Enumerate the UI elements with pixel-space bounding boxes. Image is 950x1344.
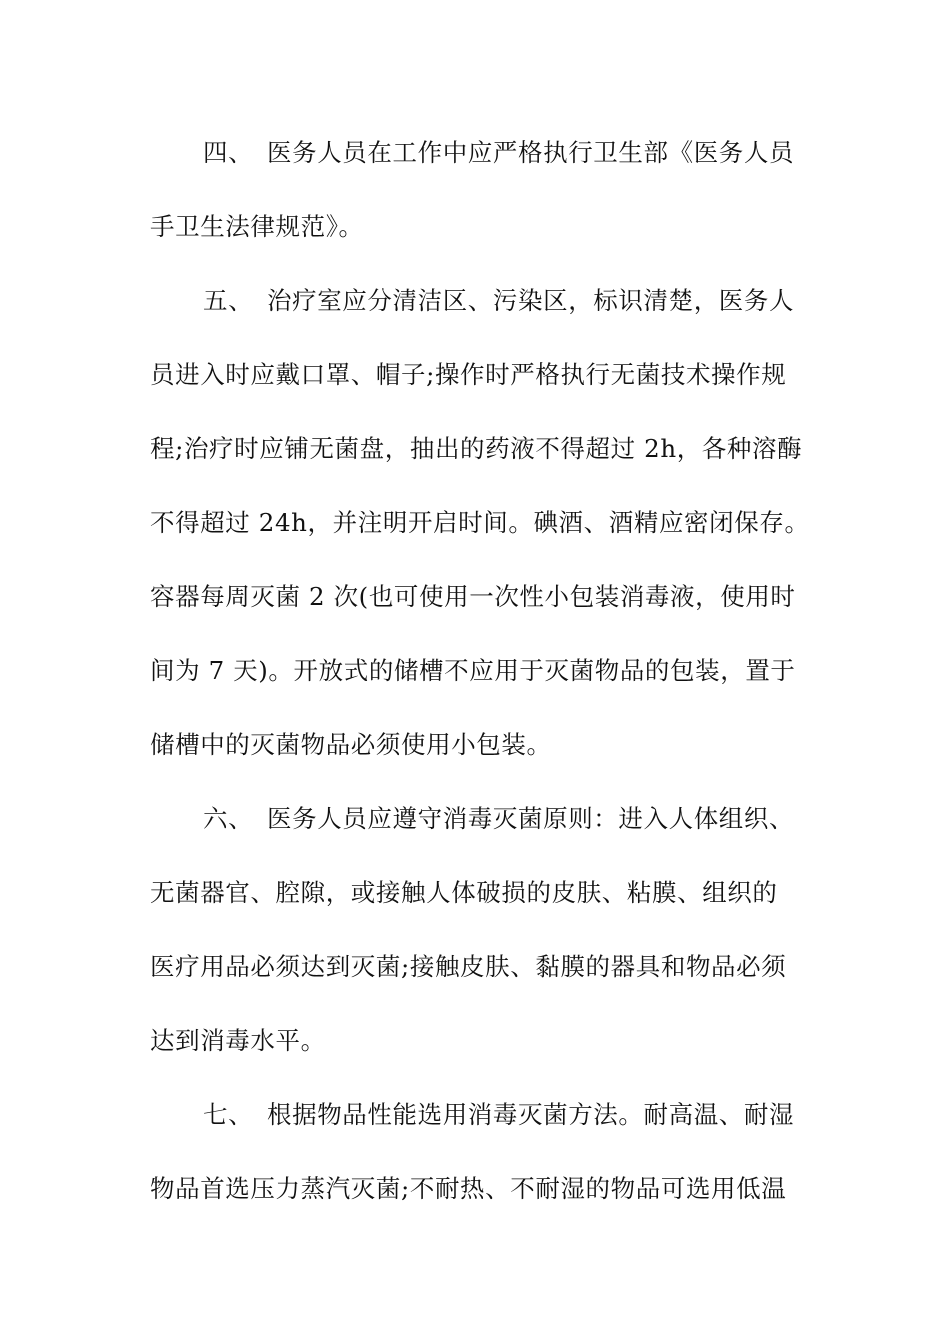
paragraph-text: 间为 7 天)。开放式的储槽不应用于灭菌物品的包装，置于: [150, 656, 796, 685]
paragraph-text: 医疗用品必须达到灭菌;接触皮肤、黏膜的器具和物品必须: [150, 952, 787, 981]
paragraph-text: 员进入时应戴口罩、帽子;操作时严格执行无菌技术操作规: [150, 360, 787, 389]
paragraph-line: [203, 799, 863, 839]
section-marker: 四、: [203, 138, 254, 167]
paragraph-text: 储槽中的灭菌物品必须使用小包装。: [150, 730, 552, 759]
paragraph-text: 容器每周灭菌 2 次(也可使用一次性小包装消毒液，使用时: [150, 582, 796, 611]
paragraph-text: 根据物品性能选用消毒灭菌方法。耐高温、耐湿: [267, 1100, 795, 1129]
paragraph-line: [203, 1095, 863, 1135]
paragraph-line: [203, 133, 863, 173]
paragraph-line: [203, 281, 863, 321]
paragraph-line: [150, 503, 810, 543]
paragraph-text: 无菌器官、腔隙，或接触人体破损的皮肤、粘膜、组织的: [150, 878, 778, 907]
section-marker: 七、: [203, 1100, 254, 1129]
paragraph-line: [150, 725, 810, 765]
paragraph-text: 达到消毒水平。: [150, 1026, 326, 1055]
paragraph-line: [150, 355, 810, 395]
section-marker: 五、: [203, 286, 254, 315]
paragraph-text: 物品首选压力蒸汽灭菌;不耐热、不耐湿的物品可选用低温: [150, 1174, 787, 1203]
paragraph-line: [150, 207, 810, 247]
paragraph-line: [150, 429, 810, 469]
section-marker: 六、: [203, 804, 254, 833]
paragraph-line: [150, 577, 810, 617]
paragraph-text: 手卫生法律规范》。: [150, 212, 364, 241]
paragraph-text: 医务人员应遵守消毒灭菌原则：进入人体组织、: [267, 804, 795, 833]
paragraph-line: [150, 1021, 810, 1061]
paragraph-line: [150, 947, 810, 987]
paragraph-line: [150, 651, 810, 691]
paragraph-text: 程;治疗时应铺无菌盘，抽出的药液不得超过 2h，各种溶酶: [150, 434, 803, 463]
paragraph-text: 医务人员在工作中应严格执行卫生部《医务人员: [267, 138, 795, 167]
paragraph-line: [150, 1169, 810, 1209]
paragraph-line: [150, 873, 810, 913]
paragraph-text: 不得超过 24h，并注明开启时间。碘酒、酒精应密闭保存。: [150, 508, 810, 537]
paragraph-text: 治疗室应分清洁区、污染区，标识清楚，医务人: [267, 286, 795, 315]
